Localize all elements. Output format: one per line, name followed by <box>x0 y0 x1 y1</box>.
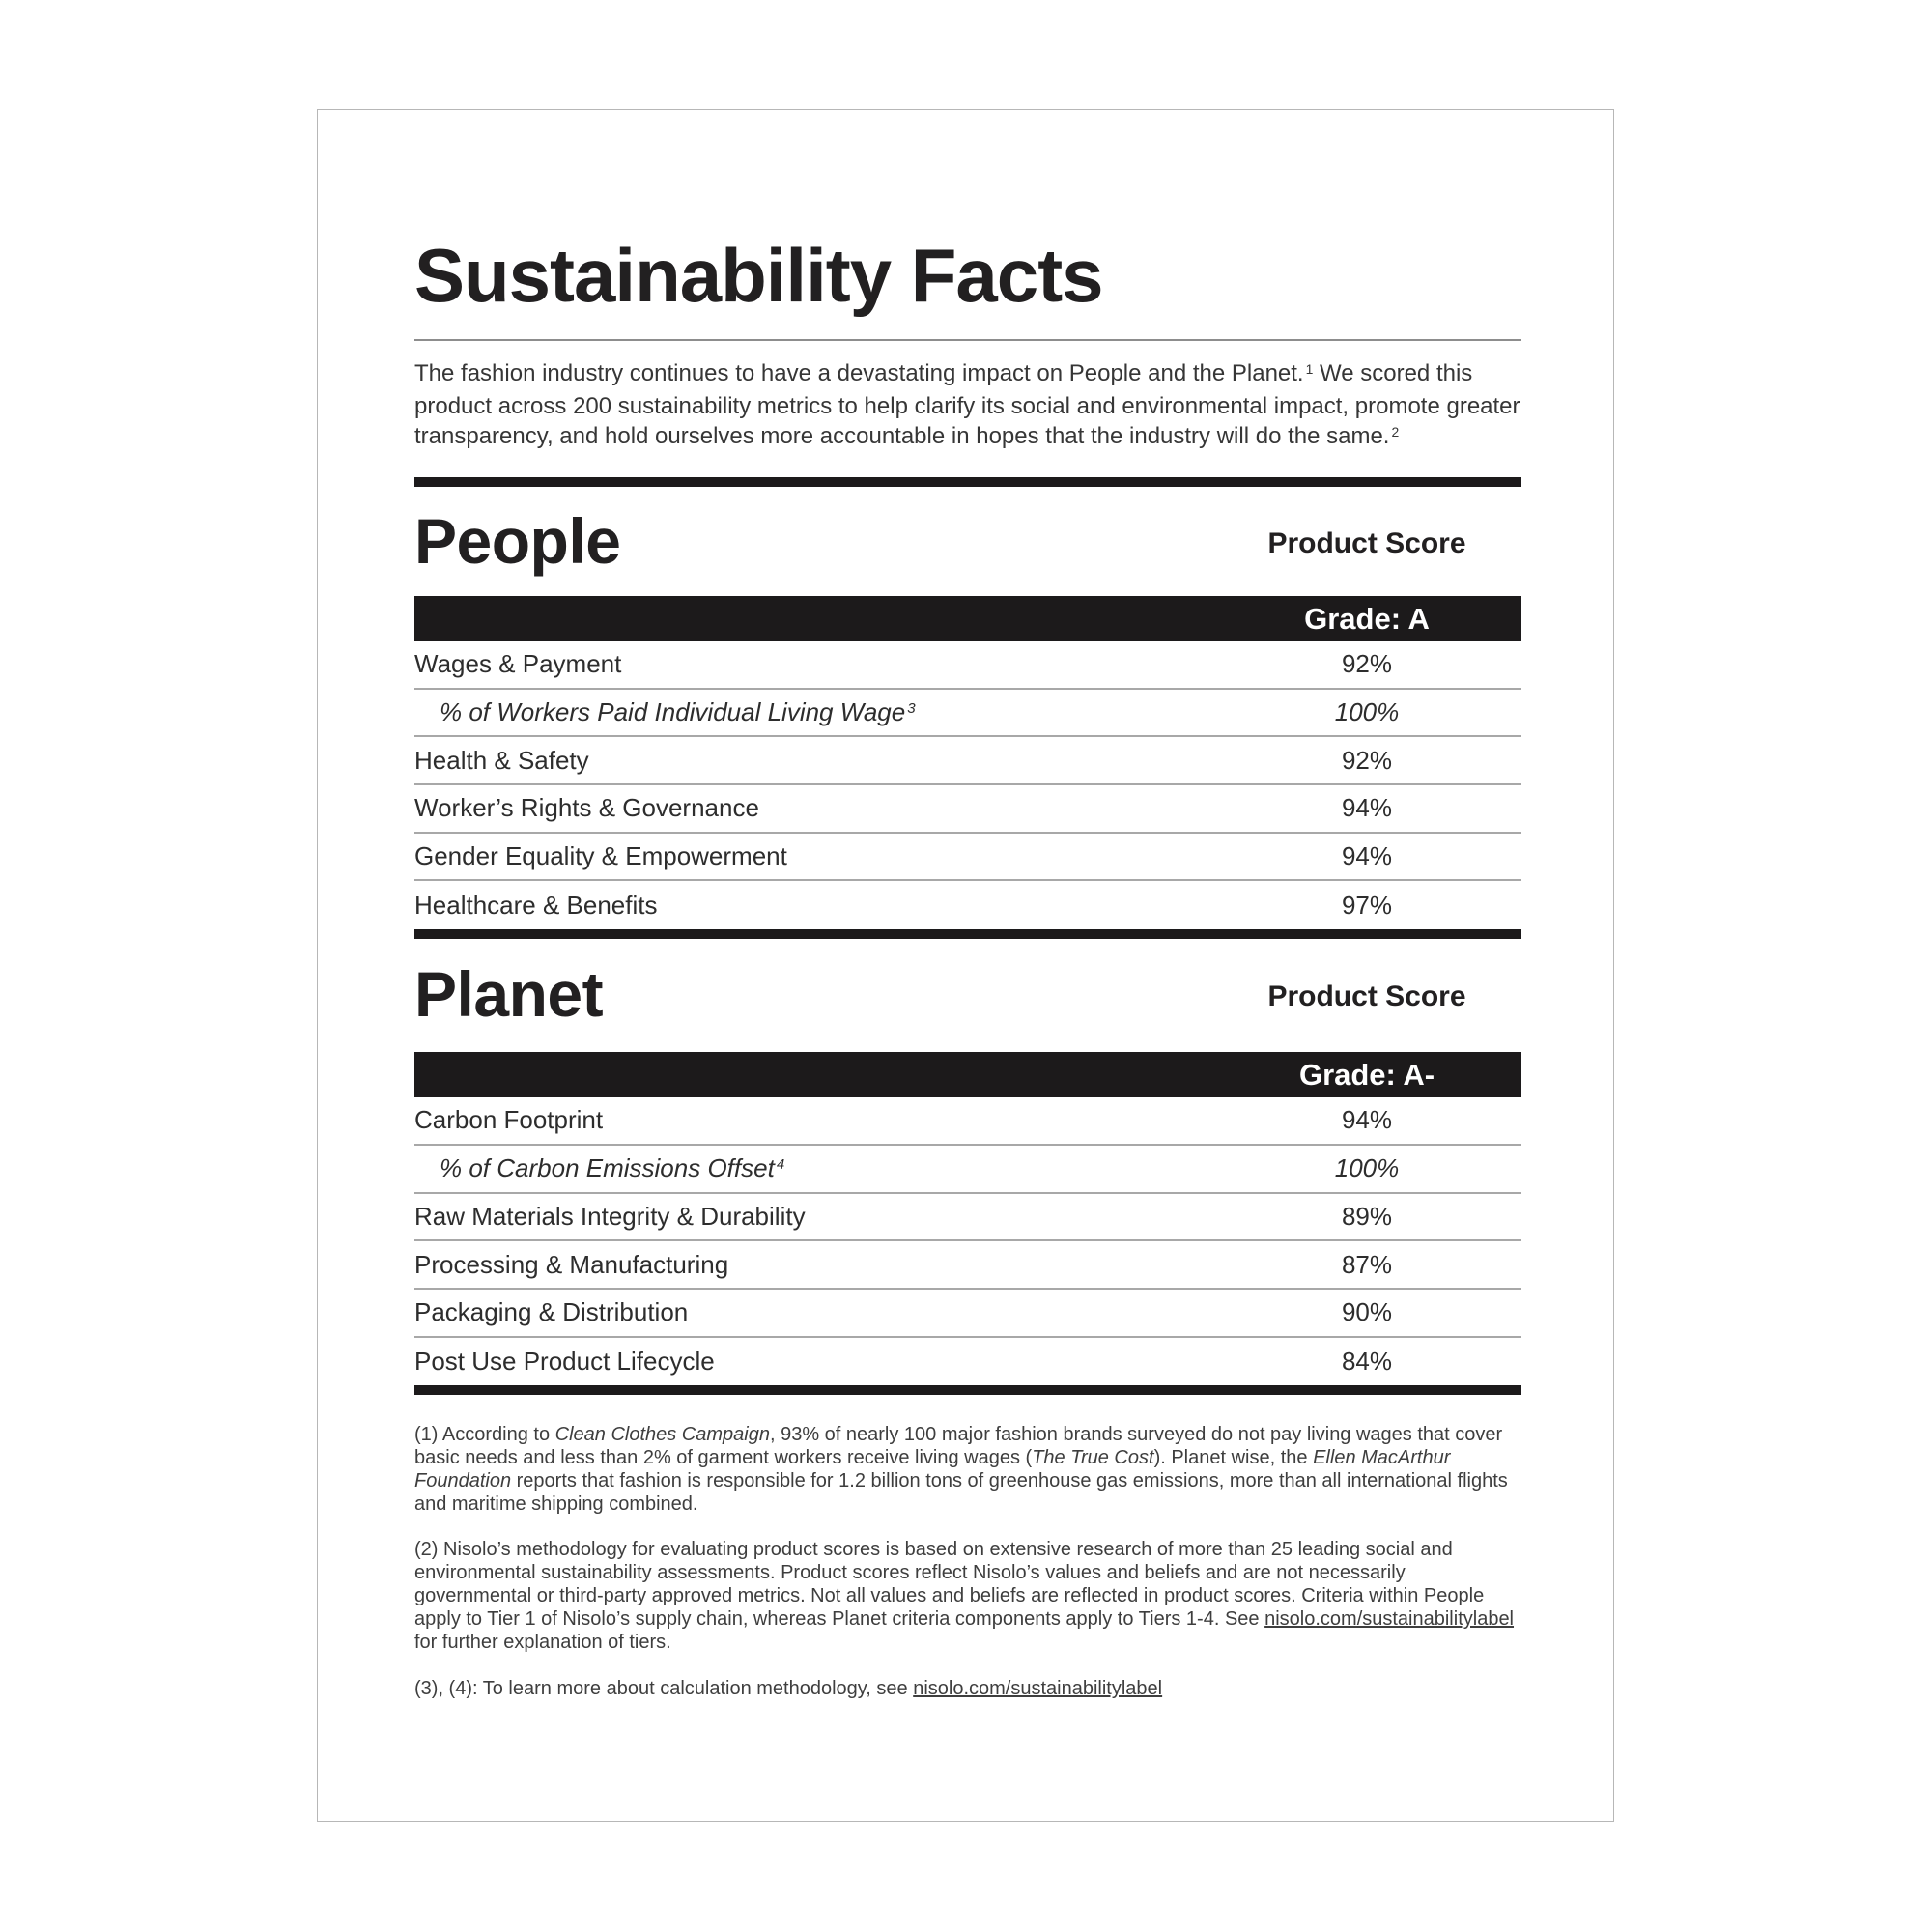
table-row <box>414 1097 1521 1146</box>
footnote-ref-2: 2 <box>1391 423 1400 440</box>
people-grade-bar <box>414 596 1521 641</box>
intro-paragraph <box>414 358 1521 454</box>
product-score-header: Product Score <box>1267 527 1466 559</box>
footnote-text: ). Planet wise, the <box>1153 1447 1314 1469</box>
row-label-text: Worker’s Rights & Governance <box>414 793 759 823</box>
row-value: 84% <box>1341 1346 1393 1376</box>
row-value: 92% <box>1341 745 1393 775</box>
table-row <box>414 785 1521 834</box>
product-score-header: Product Score <box>1267 980 1466 1013</box>
row-value: 100% <box>1334 1153 1400 1183</box>
intro-text: We scored this product across 200 sustainability metrics to help clarify its social and environmental impact, promote greater transparency, and hold ourselves more accountable in hopes that the industry will do the same. <box>414 360 1520 449</box>
people-table <box>414 641 1521 929</box>
table-subrow <box>414 1146 1521 1194</box>
footnote-text: (2) Nisolo’s methodology for evaluating product scores is based on extensive research of more than 25 leading social and environmental sustainability assessments. Product scores reflect Nisolo’s values and beliefs and are not necessarily governmental or third-party approved metrics. Not all values and beliefs are reflected in product scores. Criteria within People apply to Tier 1 of Nisolo’s supply chain, whereas Planet criteria components apply to Tiers 1-4. See <box>414 1539 1485 1631</box>
row-value: 87% <box>1341 1249 1393 1279</box>
row-label-text: Carbon Footprint <box>414 1105 604 1135</box>
row-label <box>414 697 1212 727</box>
footnote-text: for further explanation of tiers. <box>414 1632 671 1654</box>
planet-grade-value: Grade: A- <box>1298 1057 1435 1092</box>
sustainability-label-link[interactable]: nisolo.com/sustainabilitylabel <box>913 1678 1163 1700</box>
title-divider <box>414 339 1521 341</box>
row-label <box>414 1297 1212 1327</box>
table-row <box>414 881 1521 929</box>
row-value: 94% <box>1341 841 1393 871</box>
row-value: 94% <box>1341 793 1393 823</box>
footnote-italic: Clean Clothes Campaign <box>554 1424 770 1446</box>
table-row <box>414 1338 1521 1386</box>
section-divider-bar <box>414 929 1521 939</box>
row-label-text: % of Carbon Emissions Offset <box>440 1153 775 1183</box>
footnote-text: (3), (4): To learn more about calculation methodology, see <box>414 1678 914 1700</box>
footnote-text: reports that fashion is responsible for 1.2 billion tons of greenhouse gas emissions, more than all international flights and maritime shipping combined. <box>414 1470 1508 1516</box>
section-divider-bar <box>414 1385 1521 1395</box>
row-label <box>414 1202 1212 1232</box>
footnote-text: , 93% of nearly 100 major fashion brands surveyed do not pay living wages that cover basic needs and less than 2% of garment workers receive living wages ( <box>414 1424 1503 1469</box>
row-label <box>414 1105 1212 1135</box>
row-value: 90% <box>1341 1297 1393 1327</box>
section-title-people: People <box>414 505 621 577</box>
footnote-2 <box>414 1538 1521 1654</box>
row-value: 97% <box>1341 890 1393 920</box>
table-row <box>414 737 1521 785</box>
footnote-1 <box>414 1423 1521 1516</box>
label-content <box>414 233 1521 1700</box>
row-label-text: Health & Safety <box>414 745 589 775</box>
row-label-text: Raw Materials Integrity & Durability <box>414 1201 806 1231</box>
row-label-text: Processing & Manufacturing <box>414 1249 729 1279</box>
row-label <box>414 649 1212 679</box>
sustainability-label-link[interactable]: nisolo.com/sustainabilitylabel <box>1264 1608 1515 1631</box>
row-label <box>414 841 1212 871</box>
row-label <box>414 1250 1212 1280</box>
row-value: 94% <box>1341 1105 1393 1135</box>
table-row <box>414 1241 1521 1290</box>
row-label-text: Healthcare & Benefits <box>414 890 658 920</box>
row-label-text: Post Use Product Lifecycle <box>414 1346 715 1376</box>
people-grade-value: Grade: A <box>1304 601 1430 636</box>
people-section-header <box>414 505 1521 577</box>
footnote-italic: Ellen MacArthur Foundation <box>414 1447 1451 1492</box>
planet-table <box>414 1097 1521 1385</box>
row-label <box>414 1153 1212 1183</box>
footnote-ref-3: 3 <box>907 700 916 718</box>
page-title: Sustainability Facts <box>414 233 1103 318</box>
footnote-3-4 <box>414 1677 1521 1700</box>
row-value: 100% <box>1334 697 1400 727</box>
table-subrow <box>414 690 1521 738</box>
row-label-text: Gender Equality & Empowerment <box>414 841 787 871</box>
row-label <box>414 746 1212 776</box>
table-row <box>414 834 1521 882</box>
footnote-italic: The True Cost <box>1032 1447 1154 1469</box>
row-label <box>414 891 1212 921</box>
row-label <box>414 793 1212 823</box>
table-row <box>414 1290 1521 1338</box>
row-label <box>414 1347 1212 1377</box>
row-label-text: % of Workers Paid Individual Living Wage <box>440 697 906 727</box>
section-divider-bar <box>414 477 1521 487</box>
table-row <box>414 1194 1521 1242</box>
row-value: 92% <box>1341 649 1393 679</box>
table-row <box>414 641 1521 690</box>
row-label-text: Wages & Payment <box>414 649 622 679</box>
planet-grade-bar <box>414 1052 1521 1097</box>
row-label-text: Packaging & Distribution <box>414 1297 689 1327</box>
footnote-ref-4: 4 <box>776 1156 785 1174</box>
planet-section-header <box>414 958 1521 1031</box>
sustainability-label-page <box>317 109 1614 1822</box>
row-value: 89% <box>1341 1201 1393 1231</box>
intro-text: The fashion industry continues to have a devastating impact on People and the Planet. <box>414 360 1304 386</box>
footnote-text: (1) According to <box>414 1424 555 1446</box>
section-title-planet: Planet <box>414 958 604 1031</box>
footnote-ref-1: 1 <box>1305 360 1314 377</box>
